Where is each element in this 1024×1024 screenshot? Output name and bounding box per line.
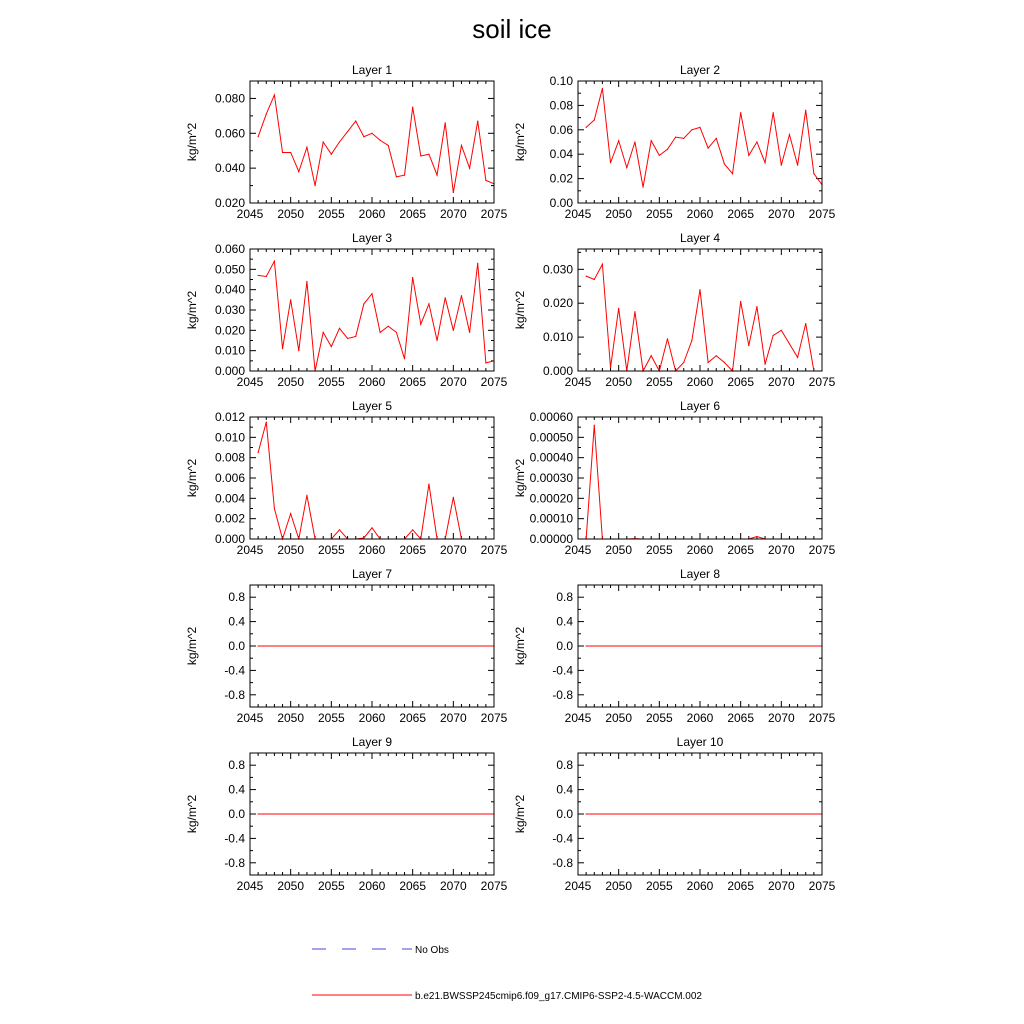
y-axis-label: kg/m^2 xyxy=(513,290,527,330)
x-tick-label: 2060 xyxy=(686,543,714,557)
y-tick-label: 0.006 xyxy=(214,471,245,485)
data-point xyxy=(764,364,765,365)
data-point xyxy=(371,133,372,134)
y-axis-label: kg/m^2 xyxy=(513,122,527,162)
x-tick-label: 2065 xyxy=(399,879,427,893)
legend xyxy=(312,945,702,1002)
y-tick-label: 0.00010 xyxy=(529,511,573,526)
chart-panel-10 xyxy=(513,735,836,893)
y-tick-label: 0.000 xyxy=(214,364,245,378)
chart-panel-8 xyxy=(513,567,836,725)
data-point xyxy=(659,155,660,156)
y-tick-label: -0.4 xyxy=(552,831,573,846)
data-point xyxy=(610,367,611,368)
x-tick-label: 2045 xyxy=(236,543,264,557)
data-point xyxy=(477,120,478,121)
panel-title: Layer 2 xyxy=(679,63,721,77)
x-tick-label: 2045 xyxy=(564,543,592,557)
x-tick-label: 2070 xyxy=(767,879,795,893)
data-point xyxy=(469,168,470,169)
x-tick-label: 2055 xyxy=(317,879,345,893)
data-point xyxy=(724,362,725,363)
x-tick-label: 2045 xyxy=(564,375,592,389)
data-point xyxy=(436,340,437,341)
y-tick-label: -0.4 xyxy=(552,663,573,678)
data-point xyxy=(469,332,470,333)
data-point xyxy=(339,141,340,142)
y-tick-label: 0.02 xyxy=(549,171,573,186)
y-tick-label: 0.010 xyxy=(214,430,245,445)
data-point xyxy=(258,645,259,646)
data-point xyxy=(485,362,486,363)
y-tick-label: 0.8 xyxy=(556,590,573,605)
data-point xyxy=(388,145,389,146)
data-point xyxy=(314,185,315,186)
series-line xyxy=(258,95,494,193)
x-tick-label: 2060 xyxy=(358,711,386,725)
plot-frame xyxy=(250,249,494,371)
x-tick-label: 2055 xyxy=(317,207,345,221)
data-point xyxy=(404,358,405,359)
x-tick-label: 2055 xyxy=(645,879,673,893)
data-point xyxy=(618,308,619,309)
x-tick-label: 2075 xyxy=(480,879,508,893)
data-point xyxy=(306,495,307,496)
data-point xyxy=(594,425,595,426)
series-line xyxy=(586,88,822,187)
y-tick-label: 0.4 xyxy=(228,614,245,629)
data-point xyxy=(789,343,790,344)
y-axis-label: kg/m^2 xyxy=(513,626,527,666)
y-tick-label: 0.012 xyxy=(214,410,245,424)
x-tick-label: 2060 xyxy=(686,375,714,389)
x-tick-label: 2075 xyxy=(808,207,836,221)
y-tick-label: 0.000 xyxy=(542,364,573,378)
data-point xyxy=(626,167,627,168)
data-point xyxy=(355,120,356,121)
x-tick-label: 2070 xyxy=(767,375,795,389)
data-point xyxy=(445,122,446,123)
data-point xyxy=(404,175,405,176)
y-tick-label: 0.00040 xyxy=(529,450,573,465)
y-tick-label: -0.4 xyxy=(224,663,245,678)
y-tick-label: 0.060 xyxy=(214,126,245,141)
data-point xyxy=(323,332,324,333)
x-tick-label: 2070 xyxy=(439,207,467,221)
data-point xyxy=(781,165,782,166)
plot-frame xyxy=(578,417,822,539)
data-point xyxy=(347,131,348,132)
x-tick-label: 2055 xyxy=(645,711,673,725)
series-line xyxy=(258,261,494,371)
data-point xyxy=(355,336,356,337)
data-point xyxy=(428,303,429,304)
x-tick-label: 2050 xyxy=(277,879,305,893)
data-point xyxy=(347,338,348,339)
x-tick-label: 2045 xyxy=(564,207,592,221)
x-tick-label: 2055 xyxy=(645,543,673,557)
data-point xyxy=(363,136,364,137)
data-point xyxy=(748,345,749,346)
data-point xyxy=(773,112,774,113)
data-point xyxy=(290,513,291,514)
data-point xyxy=(363,537,364,538)
data-point xyxy=(258,452,259,453)
y-tick-label: 0.0 xyxy=(556,807,573,821)
x-tick-label: 2075 xyxy=(808,711,836,725)
y-tick-label: 0.030 xyxy=(542,262,573,277)
plot-frame xyxy=(578,249,822,371)
y-tick-label: 0.040 xyxy=(214,282,245,297)
data-point xyxy=(586,813,587,814)
data-point xyxy=(266,276,267,277)
y-tick-label: 0.00030 xyxy=(529,471,573,485)
data-point xyxy=(290,152,291,153)
panel-title: Layer 1 xyxy=(351,63,393,77)
y-tick-label: 0.060 xyxy=(214,242,245,256)
data-point xyxy=(477,263,478,264)
y-tick-label: 0.06 xyxy=(549,122,573,137)
x-tick-label: 2050 xyxy=(605,207,633,221)
x-tick-label: 2060 xyxy=(686,711,714,725)
panel-title: Layer 8 xyxy=(679,567,721,581)
chart-panel-6 xyxy=(513,399,836,557)
y-tick-label: 0.00060 xyxy=(529,410,573,424)
y-tick-label: 0.8 xyxy=(228,758,245,773)
x-tick-label: 2065 xyxy=(727,711,755,725)
plot-frame xyxy=(250,81,494,203)
y-tick-label: 0.008 xyxy=(214,450,245,465)
y-tick-label: 0.00050 xyxy=(529,430,573,445)
data-point xyxy=(339,328,340,329)
data-point xyxy=(764,162,765,163)
data-point xyxy=(290,299,291,300)
x-tick-label: 2045 xyxy=(236,375,264,389)
series-line xyxy=(586,264,822,371)
y-tick-label: 0.020 xyxy=(214,323,245,338)
x-tick-label: 2075 xyxy=(480,711,508,725)
panel-title: Layer 4 xyxy=(679,231,721,245)
y-tick-label: -0.8 xyxy=(224,855,245,870)
x-tick-label: 2055 xyxy=(645,207,673,221)
data-point xyxy=(445,297,446,298)
data-point xyxy=(331,346,332,347)
x-tick-label: 2045 xyxy=(236,879,264,893)
y-tick-label: 0.10 xyxy=(549,74,573,88)
data-point xyxy=(756,141,757,142)
y-tick-label: 0.00020 xyxy=(529,491,573,506)
x-tick-label: 2060 xyxy=(358,375,386,389)
x-tick-label: 2050 xyxy=(277,375,305,389)
data-point xyxy=(388,326,389,327)
y-axis-label: kg/m^2 xyxy=(185,458,199,498)
data-point xyxy=(594,119,595,120)
data-point xyxy=(594,279,595,280)
x-tick-label: 2055 xyxy=(317,375,345,389)
data-point xyxy=(371,293,372,294)
data-point xyxy=(258,275,259,276)
data-point xyxy=(740,112,741,113)
x-tick-label: 2070 xyxy=(439,879,467,893)
x-tick-label: 2070 xyxy=(439,711,467,725)
x-tick-label: 2075 xyxy=(480,207,508,221)
data-point xyxy=(699,289,700,290)
data-point xyxy=(282,152,283,153)
data-point xyxy=(396,176,397,177)
y-tick-label: 0.00000 xyxy=(529,532,573,546)
data-point xyxy=(323,141,324,142)
y-tick-label: 0.8 xyxy=(556,758,573,773)
x-tick-label: 2070 xyxy=(767,207,795,221)
data-point xyxy=(461,295,462,296)
chart-panel-1 xyxy=(185,63,508,221)
data-point xyxy=(453,192,454,193)
data-point xyxy=(586,127,587,128)
x-tick-label: 2050 xyxy=(277,207,305,221)
y-tick-label: 0.0 xyxy=(228,807,245,821)
data-point xyxy=(773,335,774,336)
data-point xyxy=(274,261,275,262)
data-point xyxy=(380,332,381,333)
x-tick-label: 2070 xyxy=(767,543,795,557)
y-tick-label: 0.004 xyxy=(214,491,245,506)
data-point xyxy=(298,171,299,172)
x-tick-label: 2060 xyxy=(358,543,386,557)
y-tick-label: -0.8 xyxy=(552,855,573,870)
data-point xyxy=(610,162,611,163)
x-tick-label: 2075 xyxy=(480,543,508,557)
data-point xyxy=(716,138,717,139)
data-point xyxy=(363,303,364,304)
y-tick-label: 0.8 xyxy=(228,590,245,605)
data-point xyxy=(461,145,462,146)
y-tick-label: 0.00 xyxy=(549,196,573,210)
y-tick-label: 0.0 xyxy=(228,639,245,653)
data-point xyxy=(380,140,381,141)
data-point xyxy=(274,94,275,95)
y-tick-label: 0.0 xyxy=(556,639,573,653)
x-tick-label: 2050 xyxy=(277,711,305,725)
data-point xyxy=(428,154,429,155)
y-tick-label: -0.8 xyxy=(552,687,573,702)
y-axis-label: kg/m^2 xyxy=(513,794,527,834)
x-tick-label: 2065 xyxy=(727,543,755,557)
y-axis-label: kg/m^2 xyxy=(185,794,199,834)
data-point xyxy=(298,350,299,351)
panel-title: Layer 3 xyxy=(351,231,393,245)
x-tick-label: 2065 xyxy=(727,879,755,893)
data-point xyxy=(748,155,749,156)
data-point xyxy=(667,338,668,339)
x-tick-label: 2060 xyxy=(686,207,714,221)
data-point xyxy=(756,306,757,307)
data-point xyxy=(797,165,798,166)
data-point xyxy=(716,355,717,356)
data-point xyxy=(412,529,413,530)
data-point xyxy=(282,348,283,349)
data-point xyxy=(420,324,421,325)
data-point xyxy=(667,149,668,150)
data-point xyxy=(805,323,806,324)
data-point xyxy=(789,134,790,135)
y-tick-label: 0.04 xyxy=(549,147,573,162)
data-point xyxy=(651,140,652,141)
x-tick-label: 2050 xyxy=(605,879,633,893)
y-tick-label: 0.020 xyxy=(542,296,573,311)
y-tick-label: 0.08 xyxy=(549,98,573,113)
x-tick-label: 2075 xyxy=(808,375,836,389)
data-point xyxy=(813,173,814,174)
chart-panel-7 xyxy=(185,567,508,725)
data-point xyxy=(306,281,307,282)
data-point xyxy=(586,645,587,646)
x-tick-label: 2070 xyxy=(439,543,467,557)
data-point xyxy=(732,173,733,174)
chart-panel-3 xyxy=(185,231,508,389)
data-point xyxy=(683,362,684,363)
data-point xyxy=(306,147,307,148)
data-point xyxy=(724,163,725,164)
x-tick-label: 2075 xyxy=(808,543,836,557)
data-point xyxy=(691,129,692,130)
y-axis-label: kg/m^2 xyxy=(185,626,199,666)
x-tick-label: 2060 xyxy=(686,879,714,893)
data-point xyxy=(618,140,619,141)
x-tick-label: 2070 xyxy=(439,375,467,389)
data-point xyxy=(453,497,454,498)
x-tick-label: 2045 xyxy=(564,879,592,893)
chart-panel-9 xyxy=(185,735,508,893)
x-tick-label: 2070 xyxy=(767,711,795,725)
chart-panel-2 xyxy=(513,63,836,221)
legend-obs-label: No Obs xyxy=(415,945,449,956)
panel-title: Layer 6 xyxy=(679,399,721,413)
data-point xyxy=(266,114,267,115)
data-point xyxy=(634,141,635,142)
chart-panel-4 xyxy=(513,231,836,389)
x-tick-label: 2050 xyxy=(605,375,633,389)
x-tick-label: 2050 xyxy=(605,711,633,725)
data-point xyxy=(331,154,332,155)
data-point xyxy=(258,813,259,814)
x-tick-label: 2055 xyxy=(645,375,673,389)
legend-model-label: b.e21.BWSSP245cmip6.f09_g17.CMIP6-SSP2-4.5-WACCM.002 xyxy=(415,991,702,1002)
data-point xyxy=(602,264,603,265)
data-point xyxy=(797,357,798,358)
data-point xyxy=(258,136,259,137)
y-axis-label: kg/m^2 xyxy=(185,122,199,162)
x-tick-label: 2045 xyxy=(564,711,592,725)
data-point xyxy=(699,127,700,128)
x-tick-label: 2065 xyxy=(727,207,755,221)
y-tick-label: -0.4 xyxy=(224,831,245,846)
x-tick-label: 2055 xyxy=(317,543,345,557)
data-point xyxy=(602,88,603,89)
data-point xyxy=(708,362,709,363)
y-tick-label: 0.010 xyxy=(542,330,573,345)
data-point xyxy=(428,484,429,485)
y-tick-label: 0.020 xyxy=(214,196,245,210)
data-point xyxy=(396,332,397,333)
x-tick-label: 2045 xyxy=(236,207,264,221)
x-tick-label: 2065 xyxy=(399,711,427,725)
data-point xyxy=(436,175,437,176)
panel-title: Layer 10 xyxy=(676,735,724,749)
data-point xyxy=(634,311,635,312)
y-tick-label: 0.080 xyxy=(214,91,245,106)
y-axis-label: kg/m^2 xyxy=(513,458,527,498)
data-point xyxy=(651,355,652,356)
data-point xyxy=(266,421,267,422)
data-point xyxy=(675,137,676,138)
y-tick-label: 0.4 xyxy=(556,614,573,629)
data-point xyxy=(740,301,741,302)
y-tick-label: -0.8 xyxy=(224,687,245,702)
x-tick-label: 2050 xyxy=(277,543,305,557)
figure-title: soil ice xyxy=(472,14,552,44)
data-point xyxy=(805,110,806,111)
data-point xyxy=(412,107,413,108)
x-tick-label: 2050 xyxy=(605,543,633,557)
x-tick-label: 2055 xyxy=(317,711,345,725)
series-line xyxy=(258,422,494,539)
data-point xyxy=(339,529,340,530)
data-point xyxy=(274,508,275,509)
y-tick-label: 0.040 xyxy=(214,161,245,176)
panel-title: Layer 7 xyxy=(351,567,393,581)
y-tick-label: 0.002 xyxy=(214,511,245,526)
x-tick-label: 2075 xyxy=(808,879,836,893)
data-point xyxy=(781,330,782,331)
y-tick-label: 0.4 xyxy=(228,782,245,797)
y-tick-label: 0.050 xyxy=(214,262,245,277)
data-point xyxy=(586,276,587,277)
data-point xyxy=(683,138,684,139)
data-point xyxy=(691,340,692,341)
y-tick-label: 0.000 xyxy=(214,532,245,546)
y-axis-label: kg/m^2 xyxy=(185,290,199,330)
x-tick-label: 2075 xyxy=(480,375,508,389)
data-point xyxy=(485,180,486,181)
data-point xyxy=(420,155,421,156)
data-point xyxy=(708,148,709,149)
x-tick-label: 2065 xyxy=(727,375,755,389)
data-point xyxy=(371,527,372,528)
y-tick-label: 0.030 xyxy=(214,303,245,317)
x-tick-label: 2045 xyxy=(236,711,264,725)
series-line xyxy=(586,425,822,539)
plot-frame xyxy=(578,81,822,203)
data-point xyxy=(642,187,643,188)
x-tick-label: 2065 xyxy=(399,543,427,557)
data-point xyxy=(756,536,757,537)
y-tick-label: 0.010 xyxy=(214,343,245,358)
x-tick-label: 2065 xyxy=(399,375,427,389)
x-tick-label: 2060 xyxy=(358,207,386,221)
data-point xyxy=(453,330,454,331)
y-tick-label: 0.4 xyxy=(556,782,573,797)
panel-title: Layer 5 xyxy=(351,399,393,413)
x-tick-label: 2065 xyxy=(399,207,427,221)
chart-panel-5 xyxy=(185,399,508,557)
panel-title: Layer 9 xyxy=(351,735,393,749)
data-point xyxy=(412,277,413,278)
x-tick-label: 2060 xyxy=(358,879,386,893)
